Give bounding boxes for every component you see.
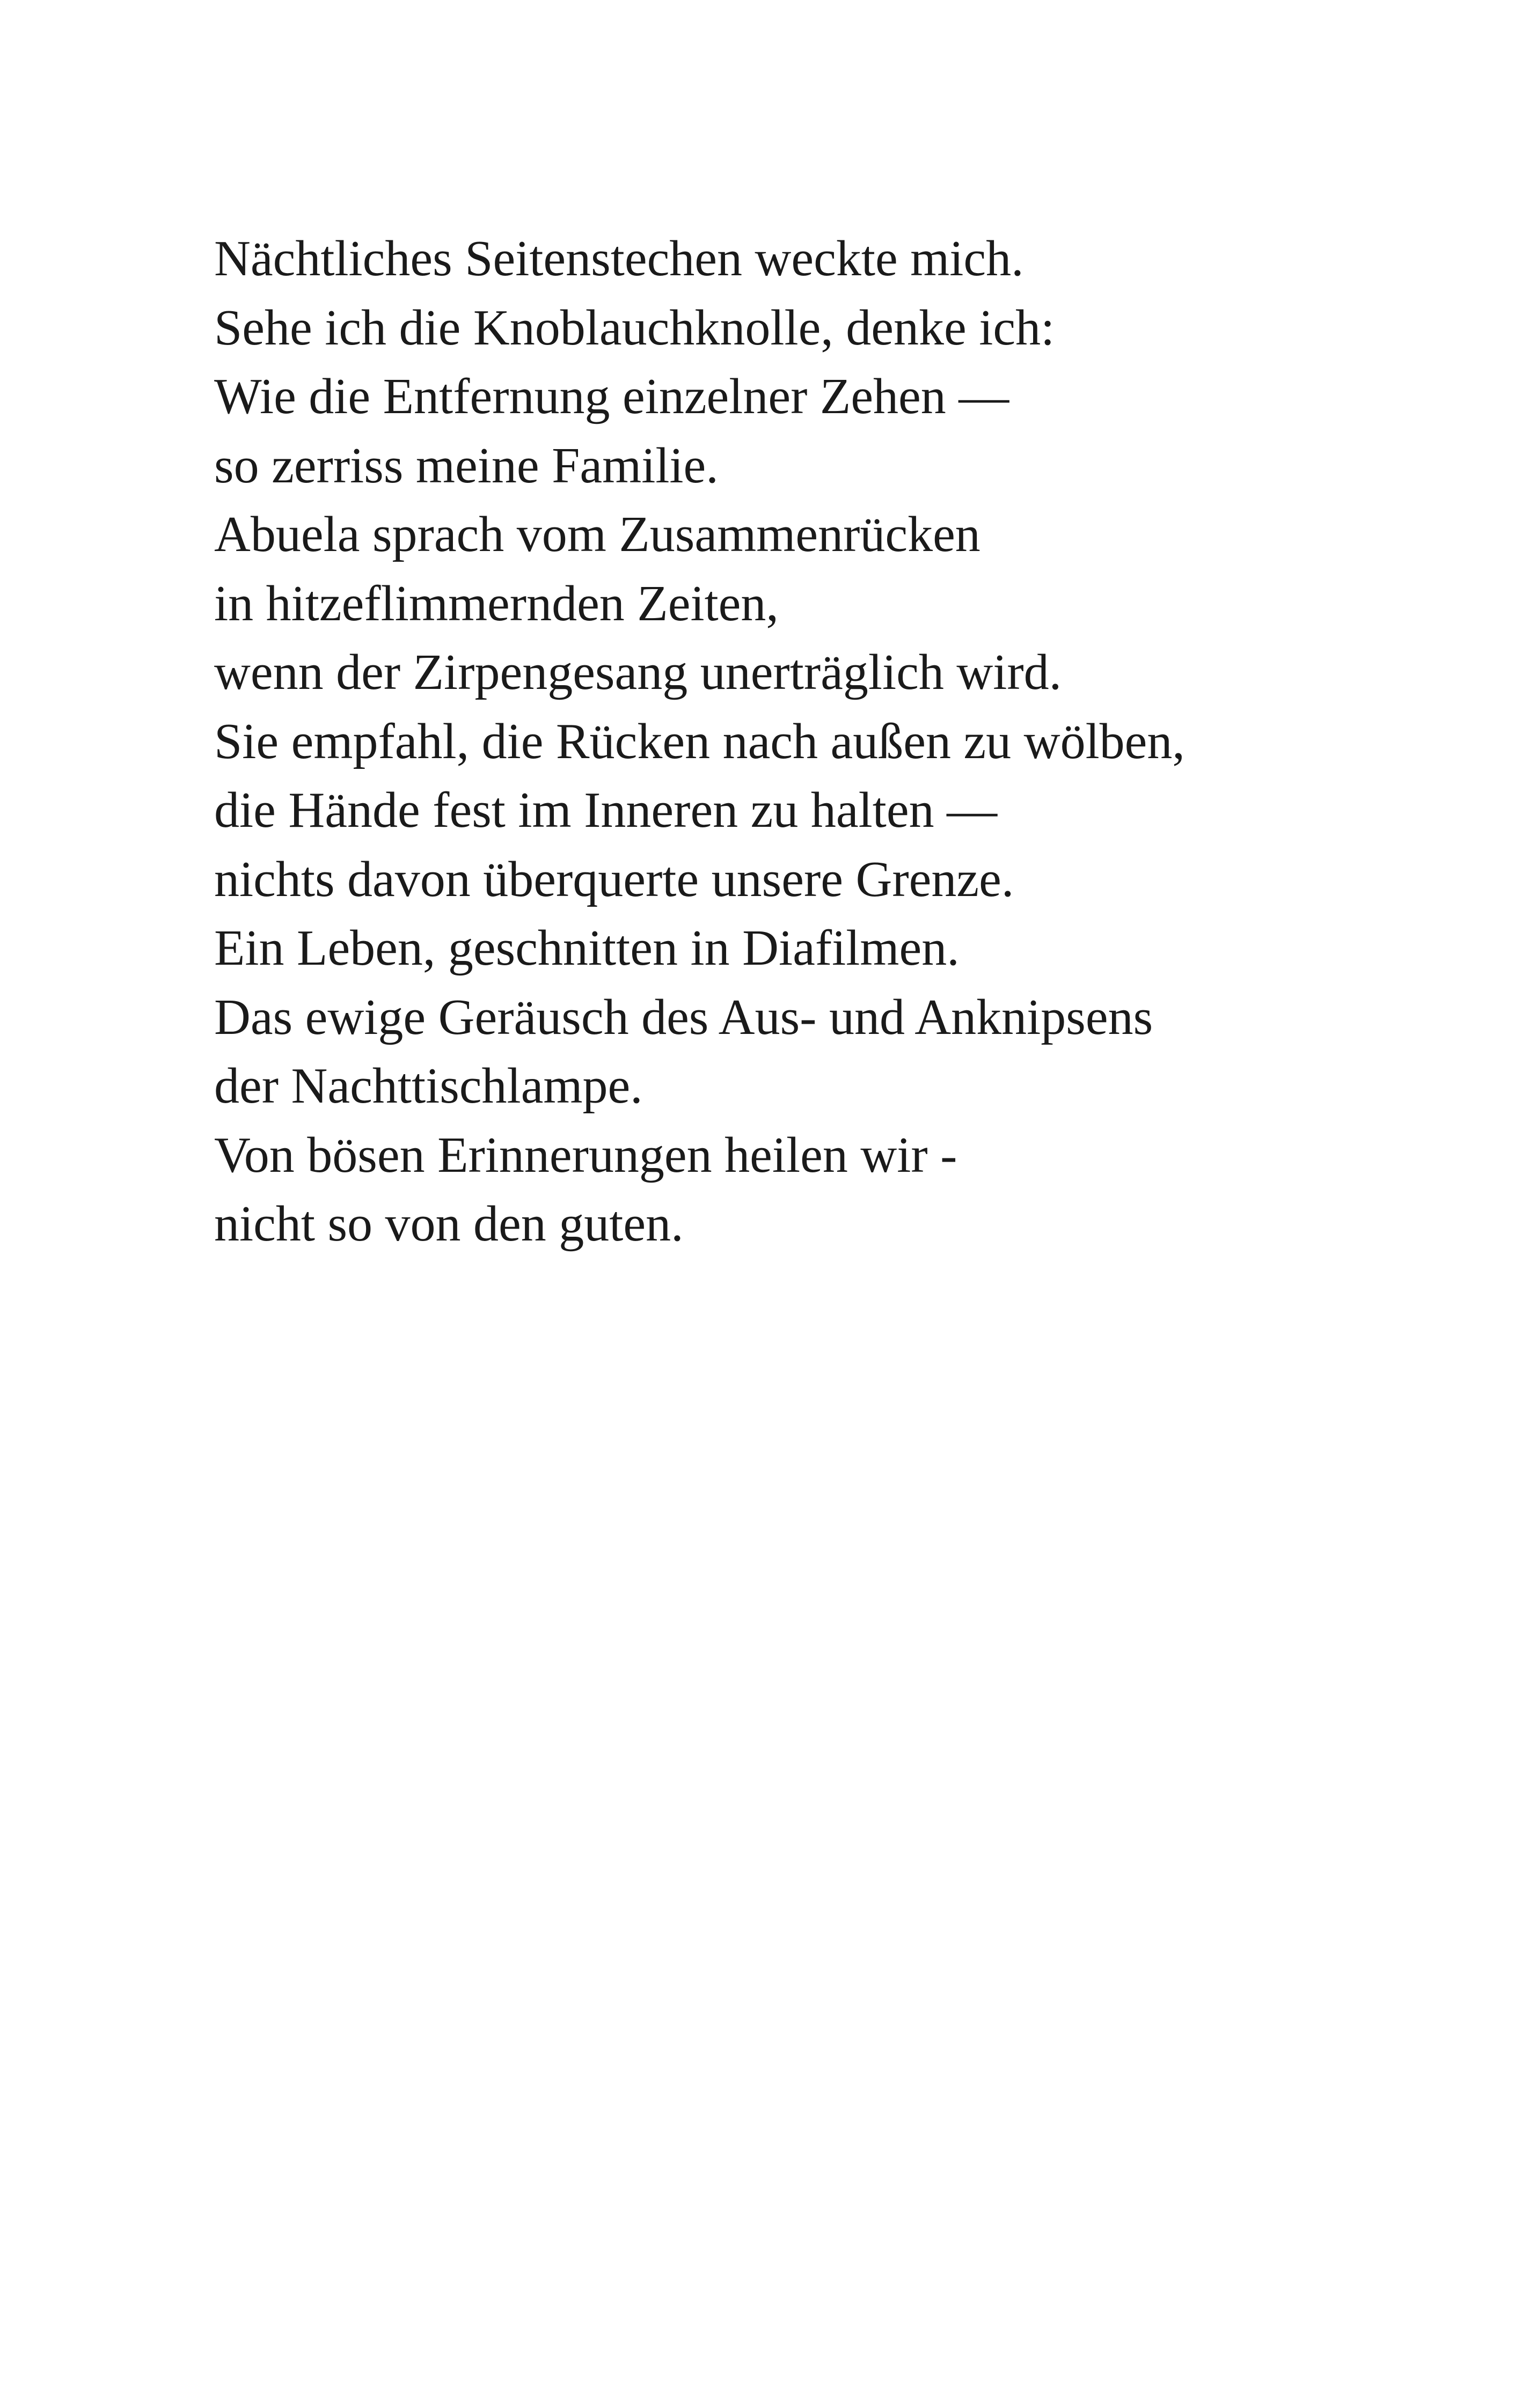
poem-line: Sie empfahl, die Rücken nach außen zu wölben, bbox=[214, 713, 1185, 769]
poem-line: Ein Leben, geschnitten in Diafilmen. bbox=[214, 920, 960, 976]
poem-line: Von bösen Erinnerungen heilen wir - bbox=[214, 1127, 957, 1183]
poem-line: so zerriss meine Familie. bbox=[214, 437, 719, 494]
poem-line: Abuela sprach vom Zusammenrücken bbox=[214, 506, 980, 562]
poem-line: wenn der Zirpengesang unerträglich wird. bbox=[214, 644, 1062, 700]
poem-line: der Nachttischlampe. bbox=[214, 1058, 643, 1114]
poem-line: Nächtliches Seitenstechen weckte mich. bbox=[214, 231, 1024, 287]
poem-line: in hitzeflimmernden Zeiten, bbox=[214, 575, 779, 632]
poem-line: Sehe ich die Knoblauchknolle, denke ich: bbox=[214, 299, 1055, 356]
poem-line: Wie die Entfernung einzelner Zehen — bbox=[214, 369, 1009, 424]
poem-line: nichts davon überquerte unsere Grenze. bbox=[214, 851, 1014, 907]
poem-line: Das ewige Geräusch des Aus- und Anknipsens bbox=[214, 989, 1153, 1045]
poem-text bbox=[214, 224, 1341, 1259]
poem-line: die Hände fest im Inneren zu halten — bbox=[214, 782, 998, 838]
poem-line: nicht so von den guten. bbox=[214, 1196, 684, 1252]
